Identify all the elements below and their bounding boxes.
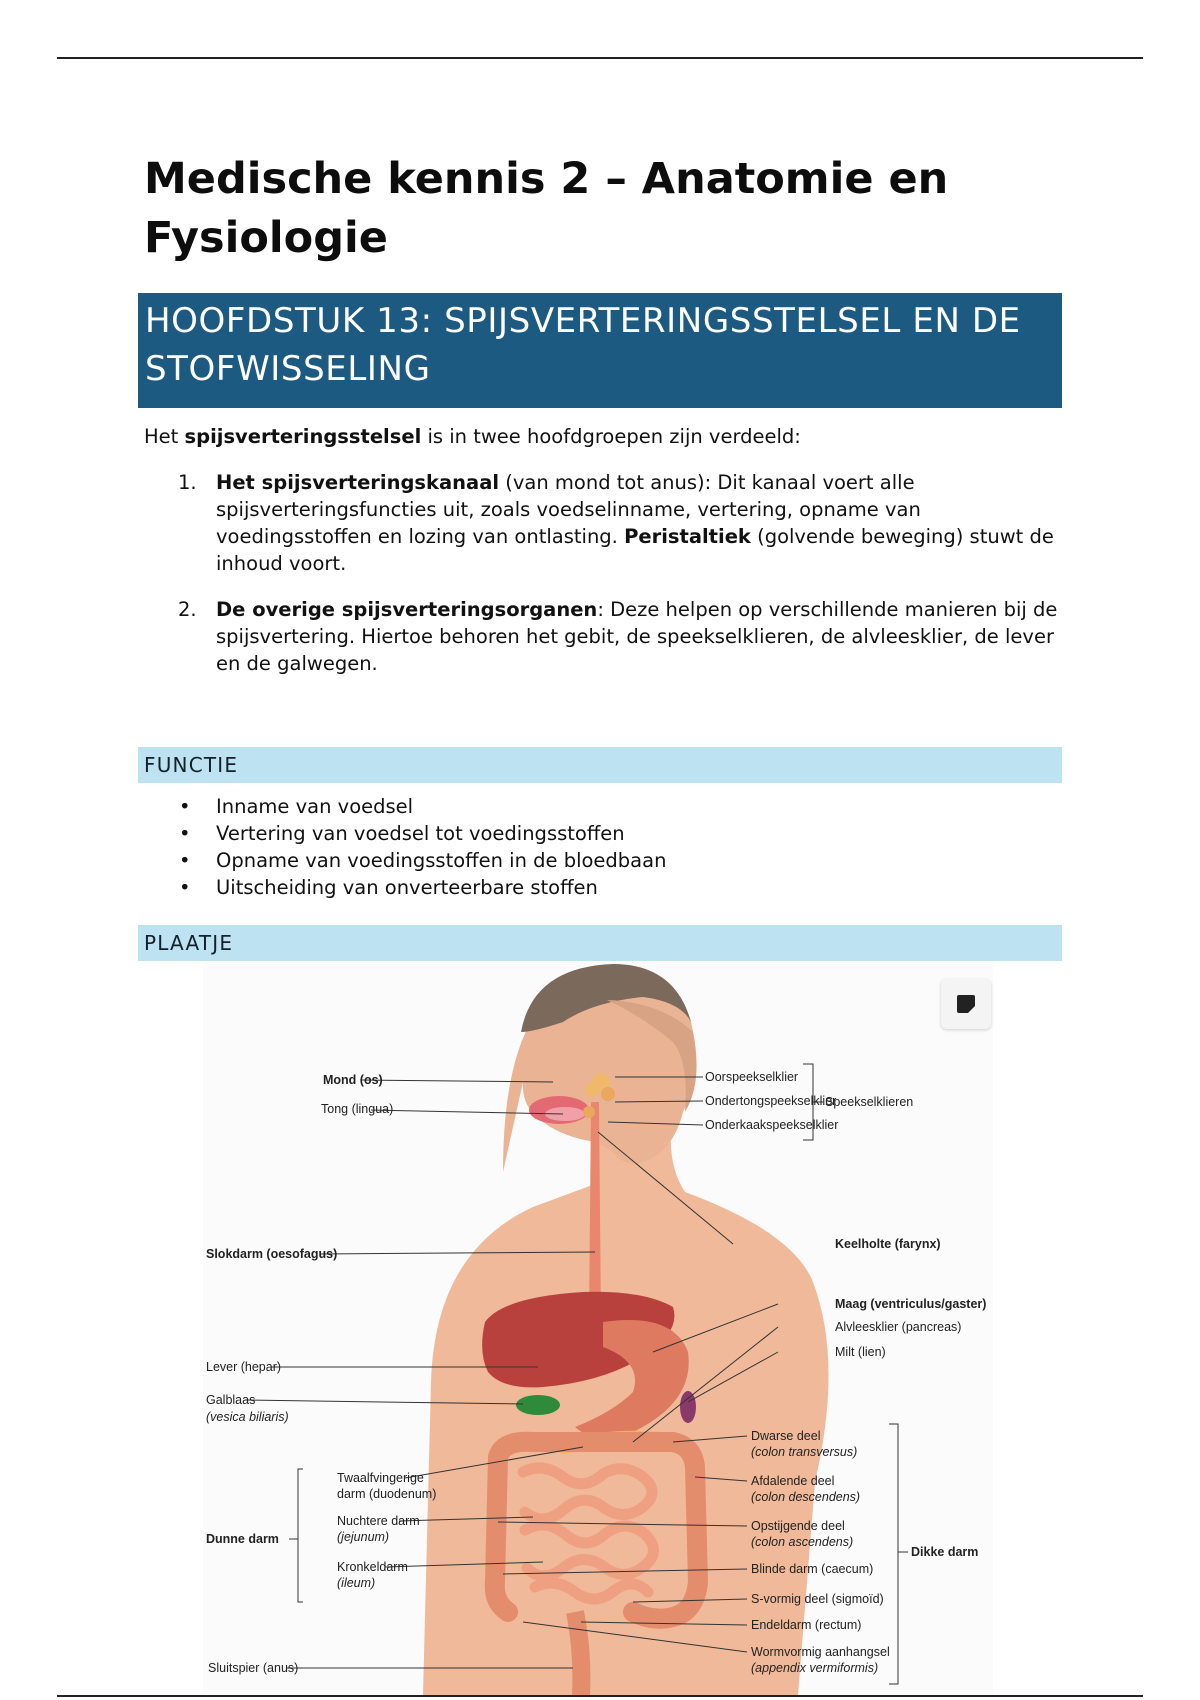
label-nuchtere: Nuchtere darm	[337, 1514, 420, 1528]
section-heading-plaatje: PLAATJE	[138, 925, 1062, 961]
label-dwarse: Dwarse deel	[751, 1429, 821, 1443]
esophagus-shape	[589, 1102, 601, 1322]
spleen-shape	[680, 1391, 696, 1423]
digestive-system-illustration	[203, 962, 993, 1695]
label-oorspeekselklier: Oorspeekselklier	[705, 1070, 799, 1084]
bullet-icon: •	[179, 822, 191, 845]
chapter-heading: HOOFDSTUK 13: SPIJSVERTERINGSSTELSEL EN DE STOFWISSELING	[138, 293, 1062, 408]
label-appendix: (appendix vermiformis)	[751, 1661, 879, 1675]
label-colon-descendens: (colon descendens)	[751, 1490, 861, 1504]
bullet-icon: •	[179, 795, 191, 818]
label-sluitspier: Sluitspier (anus)	[208, 1661, 299, 1675]
list-item: 2. De overige spijsverteringsorganen: Deze helpen op verschillende manieren bij de spijsvertering. Hiertoe behoren het gebit, de speekselklieren, de alvleesklier, de lever en de galwegen.	[178, 598, 1058, 675]
label-svormig: S-vormig deel (sigmoïd)	[751, 1592, 884, 1606]
label-colon-transversus: (colon transversus)	[751, 1445, 858, 1459]
label-speekselklieren: Speekselklieren	[825, 1095, 914, 1109]
label-maag: Maag (ventriculus/gaster)	[835, 1297, 987, 1311]
sticky-note-icon	[957, 995, 975, 1013]
label-ondertongspeekselklier: Ondertongspeekselklier	[705, 1094, 837, 1108]
list-item: • Opname van voedingsstoffen in de bloedbaan	[179, 849, 667, 872]
label-tong: Tong (lingua)	[321, 1102, 394, 1116]
list-number: 1.	[178, 471, 197, 494]
label-dunne-darm: Dunne darm	[206, 1532, 279, 1546]
label-ileum: (ileum)	[337, 1576, 376, 1590]
list-number: 2.	[178, 598, 197, 621]
group-term-peristaltiek: Peristaltiek	[624, 525, 751, 548]
label-colon-ascendens: (colon ascendens)	[751, 1535, 854, 1549]
list-item: 1. Het spijsverteringskanaal (van mond tot anus): Dit kanaal voert alle spijsverteringsfuncties uit, zoals voedselinname, vertering, opname van voedingsstoffen en lozing van ontlasting. Peristaltiek (golvende beweging) stuwt de inhoud voort.	[178, 471, 1054, 575]
document-title: Medische kennis 2 – Anatomie en Fysiologie	[144, 154, 949, 263]
label-endeldarm: Endeldarm (rectum)	[751, 1618, 862, 1632]
label-alvleesklier: Alvleesklier (pancreas)	[835, 1320, 962, 1334]
label-blinde: Blinde darm (caecum)	[751, 1562, 874, 1576]
label-duodenum: darm (duodenum)	[337, 1487, 437, 1501]
bullet-icon: •	[179, 849, 191, 872]
bullet-icon: •	[179, 876, 191, 899]
group-term: Het spijsverteringskanaal	[216, 471, 500, 494]
list-item: • Inname van voedsel	[179, 795, 414, 818]
label-afdalende: Afdalende deel	[751, 1474, 835, 1488]
label-onderkaakspeekselklier: Onderkaakspeekselklier	[705, 1118, 839, 1132]
label-galblaas-latin: (vesica biliaris)	[206, 1410, 289, 1424]
label-jejunum: (jejunum)	[337, 1530, 390, 1544]
gallbladder-shape	[516, 1395, 560, 1415]
group-term: De overige spijsverteringsorganen	[216, 598, 598, 621]
list-item: • Vertering van voedsel tot voedingsstoffen	[179, 822, 625, 845]
rectum-shape	[575, 1612, 581, 1695]
label-mond: Mond (os)	[323, 1073, 383, 1087]
label-opstijgende: Opstijgende deel	[751, 1519, 845, 1533]
label-milt: Milt (lien)	[835, 1345, 886, 1359]
bottom-rule	[57, 1695, 1143, 1697]
label-keelholte: Keelholte (farynx)	[835, 1237, 941, 1251]
label-kronkeldarm: Kronkeldarm	[337, 1560, 408, 1574]
label-dikke-darm: Dikke darm	[911, 1545, 979, 1559]
label-galblaas: Galblaas	[206, 1393, 256, 1407]
label-lever: Lever (hepar)	[206, 1360, 282, 1374]
groups-list	[144, 469, 1074, 677]
add-note-button[interactable]	[941, 979, 991, 1029]
label-slokdarm: Slokdarm (oesofagus)	[206, 1247, 338, 1261]
functie-list	[144, 793, 1074, 901]
list-item: • Uitscheiding van onverteerbare stoffen	[179, 876, 598, 899]
label-wormvormig: Wormvormig aanhangsel	[751, 1645, 890, 1659]
section-heading-functie: FUNCTIE	[138, 747, 1062, 783]
top-rule	[57, 57, 1143, 59]
label-twaalfvingerige: Twaalfvingerige	[337, 1471, 424, 1485]
intro-paragraph: Het spijsverteringsstelsel is in twee hoofdgroepen zijn verdeeld:	[144, 425, 801, 448]
intro-term: spijsverteringsstelsel	[184, 425, 422, 448]
